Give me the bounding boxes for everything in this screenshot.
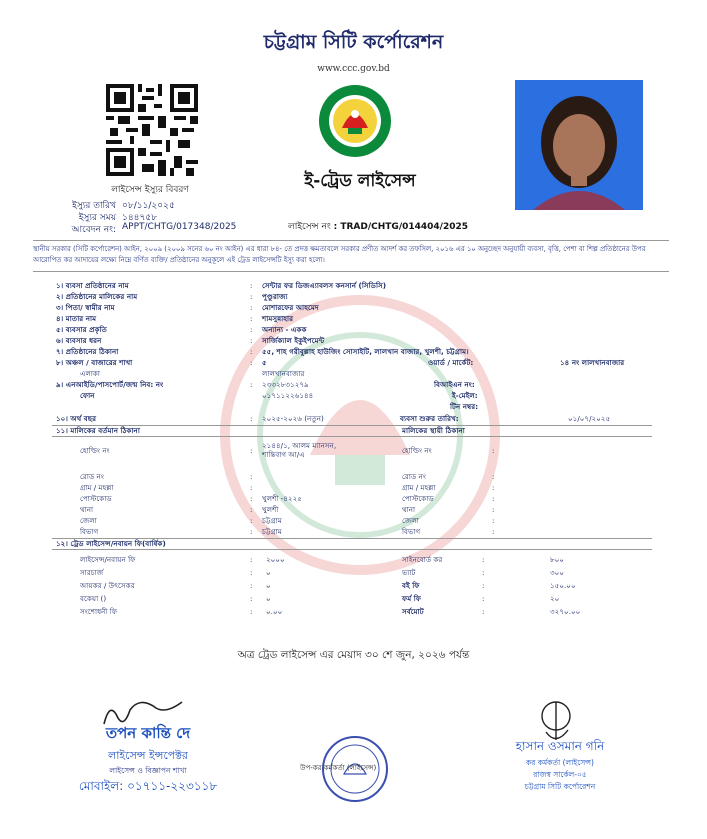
issue-time-value: ১৪৪৭৫৮ bbox=[122, 213, 158, 223]
nid-label: ৯। এনআইডি/পাসপোর্ট/জন্ম নিব: নং bbox=[56, 380, 164, 389]
area-value: লালখানবাজার bbox=[262, 369, 305, 378]
license-number-label: লাইসেন্স নং bbox=[288, 222, 331, 232]
surcharge-label: সারচার্জ bbox=[80, 568, 104, 577]
inspector-phone: মোবাইল: ০১৭১১-২২৩১১৮ bbox=[78, 779, 218, 793]
permanent-address-title: মালিকের স্থায়ী ঠিকানা bbox=[402, 426, 465, 435]
perm-holding-label: হোল্ডিং নং bbox=[402, 446, 432, 455]
form-fee-label: ফর্ম ফি bbox=[402, 594, 422, 603]
total-label: সর্বমোট bbox=[402, 607, 424, 616]
father-name-value: মোশারফের আহমেদ bbox=[262, 303, 319, 312]
phone-value: ০১৭১১২২৬১৪৪ bbox=[262, 391, 314, 400]
present-address-title: ১১। মালিকের বর্তমান ঠিকানা bbox=[56, 426, 140, 435]
phone-label: ফোন bbox=[80, 391, 95, 400]
income-tax-value: ০ bbox=[266, 581, 271, 590]
tax-officer-circle: রাজস্ব সার্কেল-০৫ bbox=[533, 770, 587, 779]
divider bbox=[33, 240, 669, 241]
arrear-label: বকেয়া () bbox=[80, 594, 107, 603]
owner-name-value: পুণ্ডুরাজ্য bbox=[262, 292, 288, 301]
income-tax-label: আয়কর / উৎসেকর bbox=[80, 581, 135, 590]
vat-label: ভ্যাট bbox=[402, 568, 416, 577]
fiscal-year-label: ১০। অর্থ বছর bbox=[56, 414, 97, 423]
perm-division-label: বিভাগ bbox=[402, 527, 421, 536]
mother-name-value: শামসুন্নাহার bbox=[262, 314, 294, 323]
postcode-label: পোস্টকোড bbox=[80, 494, 112, 503]
license-number bbox=[288, 219, 468, 234]
corporation-title: চট্টগ্রাম সিটি কর্পোরেশন bbox=[263, 31, 444, 53]
fees-title: ১২। ট্রেড লাইসেন্স/নবায়ন ফি(বার্ষিক) bbox=[56, 539, 166, 548]
website-text: www.ccc.gov.bd bbox=[317, 64, 390, 74]
signboard-tax-value: ৮০০ bbox=[550, 555, 565, 564]
thana-label: থানা bbox=[80, 505, 94, 514]
correction-fee-value: ০.০০ bbox=[266, 607, 283, 616]
qr-code-icon[interactable] bbox=[106, 84, 198, 176]
license-fee-value: ২০০০ bbox=[266, 555, 285, 564]
signboard-tax-label: সাইনবোর্ড কর bbox=[402, 555, 443, 564]
trade-license-document: চট্টগ্রাম সিটি কর্পোরেশন www.ccc.gov.bd লাইসেন্স ইস্যুর বিবরণ ইস্যুর তারিখ ০৮/১১/২০২৫ ইস্যুর সময় ১৪৪৭৫৮ আবেদন নং: APPT/CHTG/017348/2025 ই-ট্রেড লাইসেন্স লাইসেন্স নং : TRAD/CHTG/014404/2025 স্থানীয় সরকার (সিটি কর্পোরেশন) আইন, ২০০৯ (২০০৯ সনের ৬০ নং আইন) এর ধারা ৮৪- তে প্রদত্ত ক্ষমতাবলে সরকার প্রণীত আদর্শ কর তফসিল, ২০১৬ এর ১০ অনুচ্ছেদ অনুযায়ী ব্যবসা, বৃত্তি, পেশা বা শিল্প প্রতিষ্ঠানের উপর আরোপিত কর আদায়ের লক্ষ্যে নিম্নে বর্ণিত ব্যক্তি/ প্রতিষ্ঠানের অনুকূলে এই ট্রেড লাইসেন্সটি ইস্যু করা হলো। ১। ব্যবসা প্রতিষ্ঠানের নাম : সেন্টার ফর ডিজএ্যাবলস কনসার্ন (সিডিসি) ২। প্রতিষ্ঠানের মালিকের নাম : পুণ্ডুরাজ্য ৩। পিতা/ স্বামীর নাম : মোশারফের আহমেদ ৪। মাতার নাম : শামসুন্নাহার ৫। ব্যবসার প্রকৃতি : অন্যান্য - একক ৬। ব্যবসার ধরন : সার্জিক্যাল ইকুইপমেন্ট ৭। প্রতিষ্ঠানের ঠিকানা : ৫৫, শাহ গরীবুল্লাহ হাউজিং সোসাইটি, লালখান বাজার, খুলশী, চট্টগ্রাম। ৮। অঞ্চল / বাজারের শাখা : ৫ ওয়ার্ড / মার্কেট: ১৪ নং লালখানবাজার এলাকা লালখানবাজার ৯। এনআইডি/পাসপোর্ট/জন্ম নিব: নং : ২৩৩২৮৩১২৭৯ বিআইএন নং: ফোন ০১৭১১২২৬১৪৪ ই-মেইল: টিন নম্বর: ১০। অর্থ বছর : ২০২৫-২০২৬ (নতুন) ব্যবসা শুরুর তারিখ: ০১/০৭/২০২৫ ১১। মালিকের বর্তমান ঠিকানা মালিকের স্থায়ী ঠিকানা হোল্ডিং নং : ২১৪৪/১, আলম ম্যানসন, শান্তিবাগ আ/এ হোল্ডিং নং : রোড নং : রোড নং : গ্রাম / মহল্লা : গ্রাম / মহল্লা : পোস্টকোড : খুলশী -৪২২৫ পোস্টকোড : থানা : খুলশী থানা : জেলা : চট্টগ্রাম জেলা : বিভাগ : চট্টগ্রাম বিভাগ : ১২। ট্রেড লাইসেন্স/নবায়ন ফি(বার্ষিক) লাইসেন্স/নবায়ন ফি : ২০০০ সাইনবোর্ড কর : ৮০০ সারচার্জ : ০ ভ্যাট : ৩০০ আয়কর / উৎসেকর : ০ বই ফি : ১৫০.০০ বকেয়া () : ০ ফর্ম ফি : ২০ সংশোধনী ফি : ০.০০ সর্বমোট : ৩২৭০.০০ অত্র ট্রেড লাইসেন্স এর মেয়াদ ৩০ শে জুন, ২০২৬ পর্যন্ত তপন কান্তি দে লাইসেন্স ইন্সপেক্টর লাইসেন্স ও বিজ্ঞাপন শাখা মোবাইল: ০১৭১১-২২৩১১৮ উপ-কর কর্মকর্তা (লাইসেন্স) হাসান ওসমান গনি কর কর্মকর্তা (লাইসেন্স) রাজস্ব সার্কেল-০৫ চট্টগ্রাম সিটি কর্পোরেশন bbox=[0, 0, 707, 839]
ward-value: ১৪ নং লালখানবাজার bbox=[560, 358, 625, 367]
fiscal-year-value: ২০২৫-২০২৬ (নতুন) bbox=[262, 414, 324, 423]
tax-officer-org: চট্টগ্রাম সিটি কর্পোরেশন bbox=[524, 782, 596, 791]
perm-postcode-label: পোস্টকোড bbox=[402, 494, 434, 503]
e-trade-license-title: ই-ট্রেড লাইসেন্স bbox=[304, 171, 416, 191]
inspector-name: তপন কান্তি দে bbox=[105, 724, 191, 742]
tin-label: টিন নম্বর: bbox=[450, 402, 479, 411]
surcharge-value: ০ bbox=[266, 568, 271, 577]
holding-value: ২১৪৪/১, আলম ম্যানসন, শান্তিবাগ আ/এ bbox=[262, 441, 337, 459]
perm-road-label: রোড নং bbox=[402, 472, 426, 481]
qr-caption: লাইসেন্স ইস্যুর বিবরণ bbox=[111, 185, 189, 195]
thana-value: খুলশী bbox=[262, 505, 279, 514]
deputy-officer-caption: উপ-কর কর্মকর্তা (লাইসেন্স) bbox=[300, 764, 377, 772]
city-corporation-logo-icon bbox=[318, 84, 392, 158]
village-label: গ্রাম / মহল্লা bbox=[80, 483, 114, 492]
issue-time-label: ইস্যুর সময় bbox=[78, 213, 116, 223]
divider bbox=[52, 425, 652, 426]
nid-value: ২৩৩২৮৩১২৭৯ bbox=[262, 380, 309, 389]
inspector-title: লাইসেন্স ইন্সপেক্টর bbox=[108, 749, 188, 762]
application-number-value: APPT/CHTG/017348/2025 bbox=[122, 222, 237, 232]
correction-fee-label: সংশোধনী ফি bbox=[80, 607, 118, 616]
inspector-signature-block bbox=[58, 722, 238, 798]
owner-photo bbox=[515, 80, 643, 210]
zone-label: ৮। অঞ্চল / বাজারের শাখা bbox=[56, 358, 133, 367]
application-number-row bbox=[60, 222, 236, 237]
license-number-value: : TRAD/CHTG/014404/2025 bbox=[333, 222, 469, 232]
issue-date-value: ০৮/১১/২০২৫ bbox=[122, 201, 175, 211]
business-address-value: ৫৫, শাহ গরীবুল্লাহ হাউজিং সোসাইটি, লালখান বাজার, খুলশী, চট্টগ্রাম। bbox=[262, 347, 469, 356]
validity-text: অত্র ট্রেড লাইসেন্স এর মেয়াদ ৩০ শে জুন, ২০২৬ পর্যন্ত bbox=[237, 649, 470, 661]
owner-name-label: ২। প্রতিষ্ঠানের মালিকের নাম bbox=[56, 292, 138, 301]
road-label: রোড নং bbox=[80, 472, 104, 481]
business-name-label: ১। ব্যবসা প্রতিষ্ঠানের নাম bbox=[56, 281, 129, 290]
zone-value: ৫ bbox=[262, 358, 267, 367]
book-fee-label: বই ফি bbox=[402, 581, 420, 590]
bin-label: বিআইএন নং: bbox=[434, 380, 475, 389]
tax-officer-title: কর কর্মকর্তা (লাইসেন্স) bbox=[526, 758, 594, 767]
perm-thana-label: থানা bbox=[402, 505, 416, 514]
preamble-text: স্থানীয় সরকার (সিটি কর্পোরেশন) আইন, ২০০৯ (২০০৯ সনের ৬০ নং আইন) এর ধারা ৮৪- তে প্রদত্ত ক্ষমতাবলে সরকার প্রণীত আদর্শ কর তফসিল, ২০১৬ এর ১০ অনুচ্ছেদ অনুযায়ী ব্যবসা, বৃত্তি, পেশা বা শিল্প প্রতিষ্ঠানের উপর আরোপিত কর আদায়ের লক্ষ্যে নিম্নে বর্ণিত ব্যক্তি/ প্রতিষ্ঠানের অনুকূলে এই ট্রেড লাইসেন্সটি ইস্যু করা হলো। bbox=[33, 245, 646, 264]
business-name-value: সেন্টার ফর ডিজএ্যাবলস কনসার্ন (সিডিসি) bbox=[262, 281, 387, 290]
start-date-label: ব্যবসা শুরুর তারিখ: bbox=[400, 414, 459, 423]
perm-district-label: জেলা bbox=[402, 516, 419, 525]
business-nature-value: অন্যান্য - একক bbox=[262, 325, 307, 334]
issue-date-label: ইস্যুর তারিখ bbox=[72, 201, 116, 211]
start-date-value: ০১/০৭/২০২৫ bbox=[568, 414, 611, 423]
district-label: জেলা bbox=[80, 516, 97, 525]
division-label: বিভাগ bbox=[80, 527, 99, 536]
arrear-value: ০ bbox=[266, 594, 271, 603]
vat-value: ৩০০ bbox=[550, 568, 565, 577]
divider bbox=[52, 549, 652, 550]
business-address-label: ৭। প্রতিষ্ঠানের ঠিকানা bbox=[56, 347, 119, 356]
business-type-label: ৬। ব্যবসার ধরন bbox=[56, 336, 102, 345]
total-value: ৩২৭০.০০ bbox=[550, 607, 581, 616]
inspector-dept: লাইসেন্স ও বিজ্ঞাপন শাখা bbox=[109, 766, 187, 775]
book-fee-value: ১৫০.০০ bbox=[550, 581, 576, 590]
father-name-label: ৩। পিতা/ স্বামীর নাম bbox=[56, 303, 115, 312]
perm-village-label: গ্রাম / মহল্লা bbox=[402, 483, 436, 492]
tax-officer-signature-block bbox=[485, 738, 635, 794]
area-label: এলাকা bbox=[80, 369, 101, 378]
mother-name-label: ৪। মাতার নাম bbox=[56, 314, 97, 323]
divider bbox=[33, 271, 669, 272]
division-value: চট্টগ্রাম bbox=[262, 527, 282, 536]
business-type-value: সার্জিক্যাল ইকুইপমেন্ট bbox=[262, 336, 325, 345]
email-label: ই-মেইল: bbox=[452, 391, 478, 400]
divider bbox=[52, 436, 652, 437]
postcode-value: খুলশী -৪২২৫ bbox=[262, 494, 302, 503]
holding-label: হোল্ডিং নং bbox=[80, 446, 110, 455]
tax-officer-name: হাসান ওসমান গনি bbox=[515, 739, 605, 753]
license-fee-label: লাইসেন্স/নবায়ন ফি bbox=[80, 555, 136, 564]
form-fee-value: ২০ bbox=[550, 594, 560, 603]
business-nature-label: ৫। ব্যবসার প্রকৃতি bbox=[56, 325, 107, 334]
application-number-label: আবেদন নং: bbox=[71, 225, 116, 235]
district-value: চট্টগ্রাম bbox=[262, 516, 282, 525]
ward-label: ওয়ার্ড / মার্কেট: bbox=[428, 358, 474, 367]
